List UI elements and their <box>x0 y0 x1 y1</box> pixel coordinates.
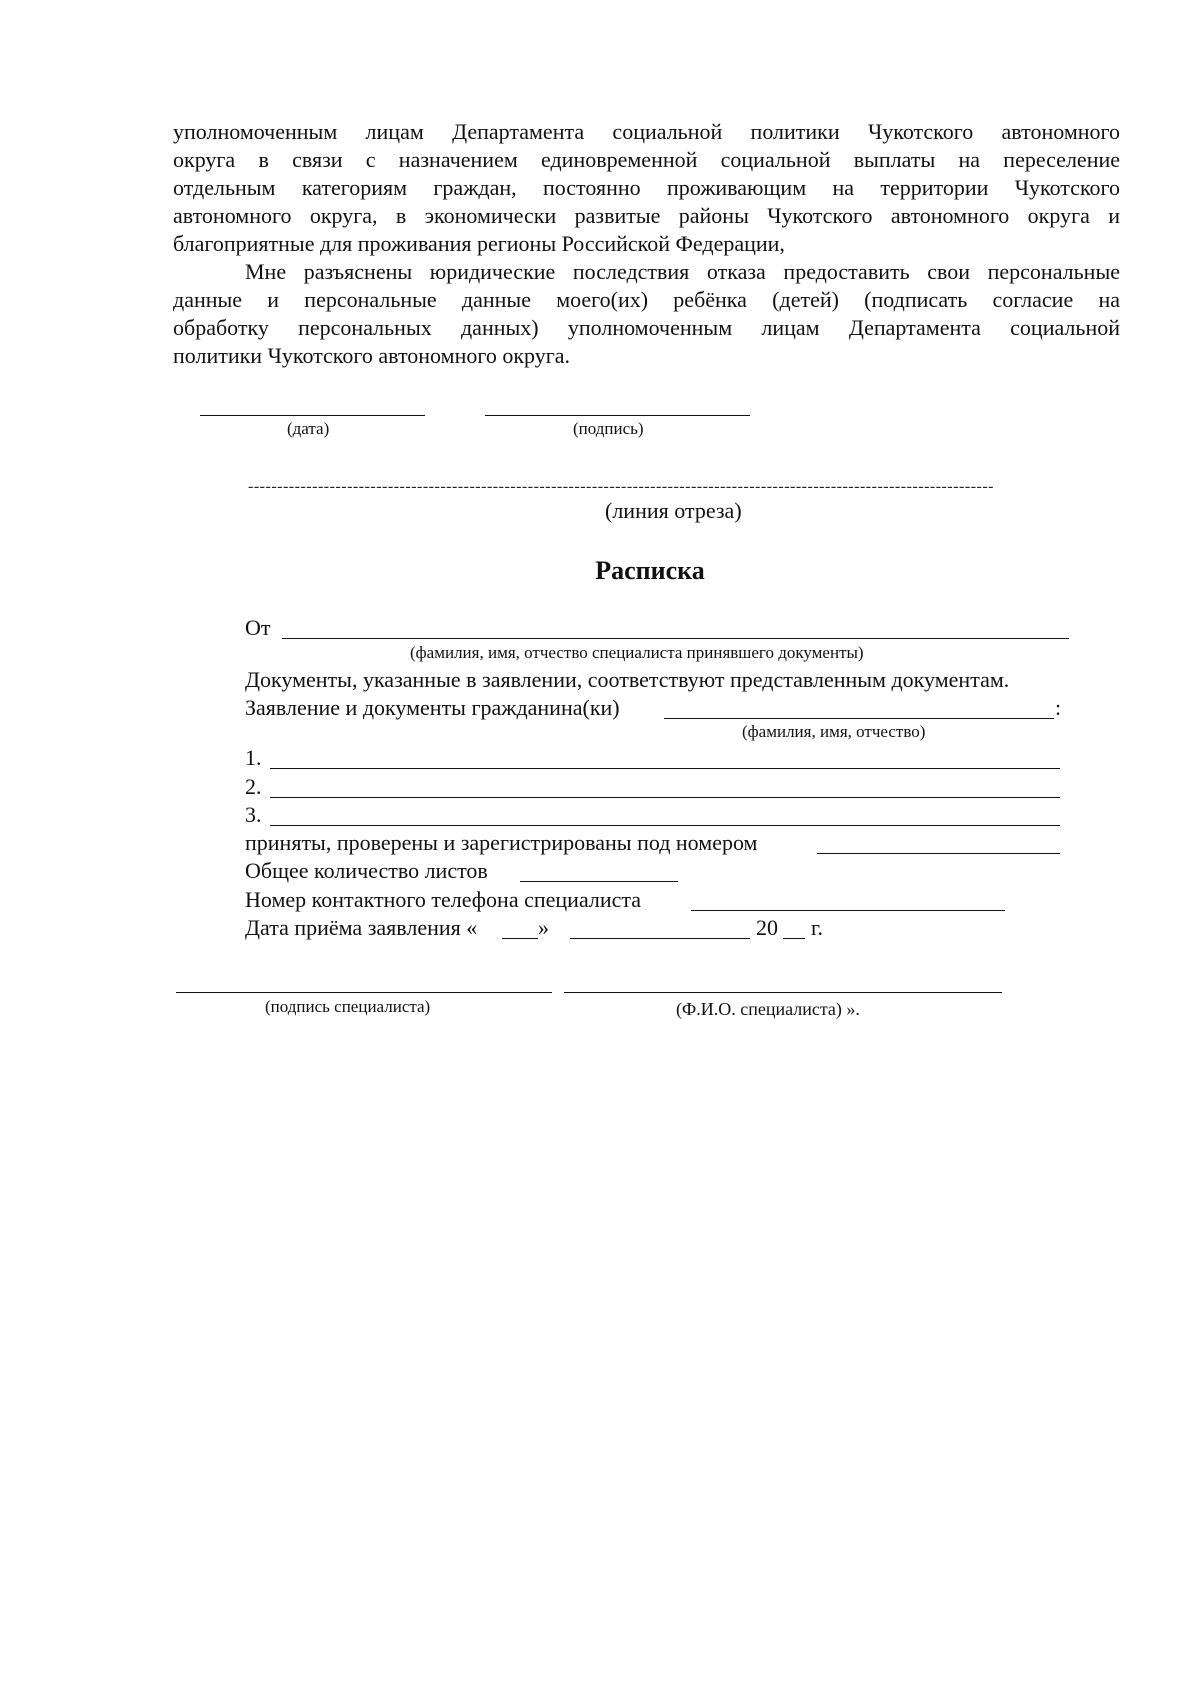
from-label: От <box>245 615 271 640</box>
text-line: автономного округа, в экономически развитые районы Чукотского автономного округа и <box>173 203 1120 228</box>
date-signature-line[interactable] <box>200 415 425 416</box>
citizen-caption: (фамилия, имя, отчество) <box>742 722 926 741</box>
sheets-label: Общее количество листов <box>245 858 488 883</box>
registration-number-line[interactable] <box>817 853 1060 854</box>
text-line: политики Чукотского автономного округа. <box>173 343 570 368</box>
text-line: благоприятные для проживания регионы Российской Федерации, <box>173 231 785 256</box>
text-line: отдельным категориям граждан, постоянно проживающим на территории Чукотского <box>173 175 1120 200</box>
specialist-signature-caption: (подпись специалиста) <box>265 997 431 1016</box>
item-line-3[interactable] <box>270 825 1060 826</box>
specialist-name-caption: (Ф.И.О. специалиста) ». <box>676 999 860 1019</box>
from-field-line[interactable] <box>282 638 1069 639</box>
registered-label: приняты, проверены и зарегистрированы под номером <box>245 830 758 855</box>
phone-number-line[interactable] <box>691 910 1005 911</box>
consequences-paragraph <box>173 258 1120 370</box>
signature-caption: (подпись) <box>573 419 644 438</box>
sheets-count-line[interactable] <box>520 881 678 882</box>
date-suffix: г. <box>811 915 824 940</box>
cut-line: -------------------------------------------------------------------------------------------------------------------------------- <box>248 478 994 495</box>
docs-match-text: Документы, указанные в заявлении, соответствуют представленным документам. <box>245 667 1010 692</box>
statement-colon: : <box>1055 695 1062 720</box>
text-line: Мне разъяснены юридические последствия отказа предоставить свои персональные <box>245 259 1120 284</box>
text-line: данные и персональные данные моего(их) ребёнка (детей) (подписать согласие на <box>173 287 1120 312</box>
date-year-line[interactable] <box>783 938 805 939</box>
specialist-signature-line[interactable] <box>176 992 552 993</box>
date-caption: (дата) <box>287 419 330 438</box>
date-label: Дата приёма заявления « <box>245 915 478 940</box>
signature-line[interactable] <box>485 415 750 416</box>
cut-line-caption: (линия отреза) <box>605 498 742 523</box>
from-caption: (фамилия, имя, отчество специалиста принявшего документы) <box>410 643 864 662</box>
text-line: округа в связи с назначением единовременной социальной выплаты на переселение <box>173 147 1120 172</box>
specialist-name-line[interactable] <box>564 992 1002 993</box>
statement-label: Заявление и документы гражданина(ки) <box>245 695 620 720</box>
date-year-prefix: 20 <box>756 915 778 940</box>
phone-label: Номер контактного телефона специалиста <box>245 887 642 912</box>
date-month-line[interactable] <box>570 938 750 939</box>
item-number: 3. <box>245 802 262 827</box>
receipt-title: Расписка <box>595 556 705 585</box>
item-number: 1. <box>245 745 262 770</box>
item-line-2[interactable] <box>270 797 1060 798</box>
text-line: уполномоченным лицам Департамента социальной политики Чукотского автономного <box>173 119 1120 144</box>
date-day-line[interactable] <box>502 938 538 939</box>
item-number: 2. <box>245 774 262 799</box>
consent-paragraph <box>173 118 1120 258</box>
citizen-name-line[interactable] <box>664 718 1054 719</box>
item-line-1[interactable] <box>270 768 1060 769</box>
date-label-close: » <box>538 915 549 940</box>
text-line: обработку персональных данных) уполномоченным лицам Департамента социальной <box>173 315 1120 340</box>
